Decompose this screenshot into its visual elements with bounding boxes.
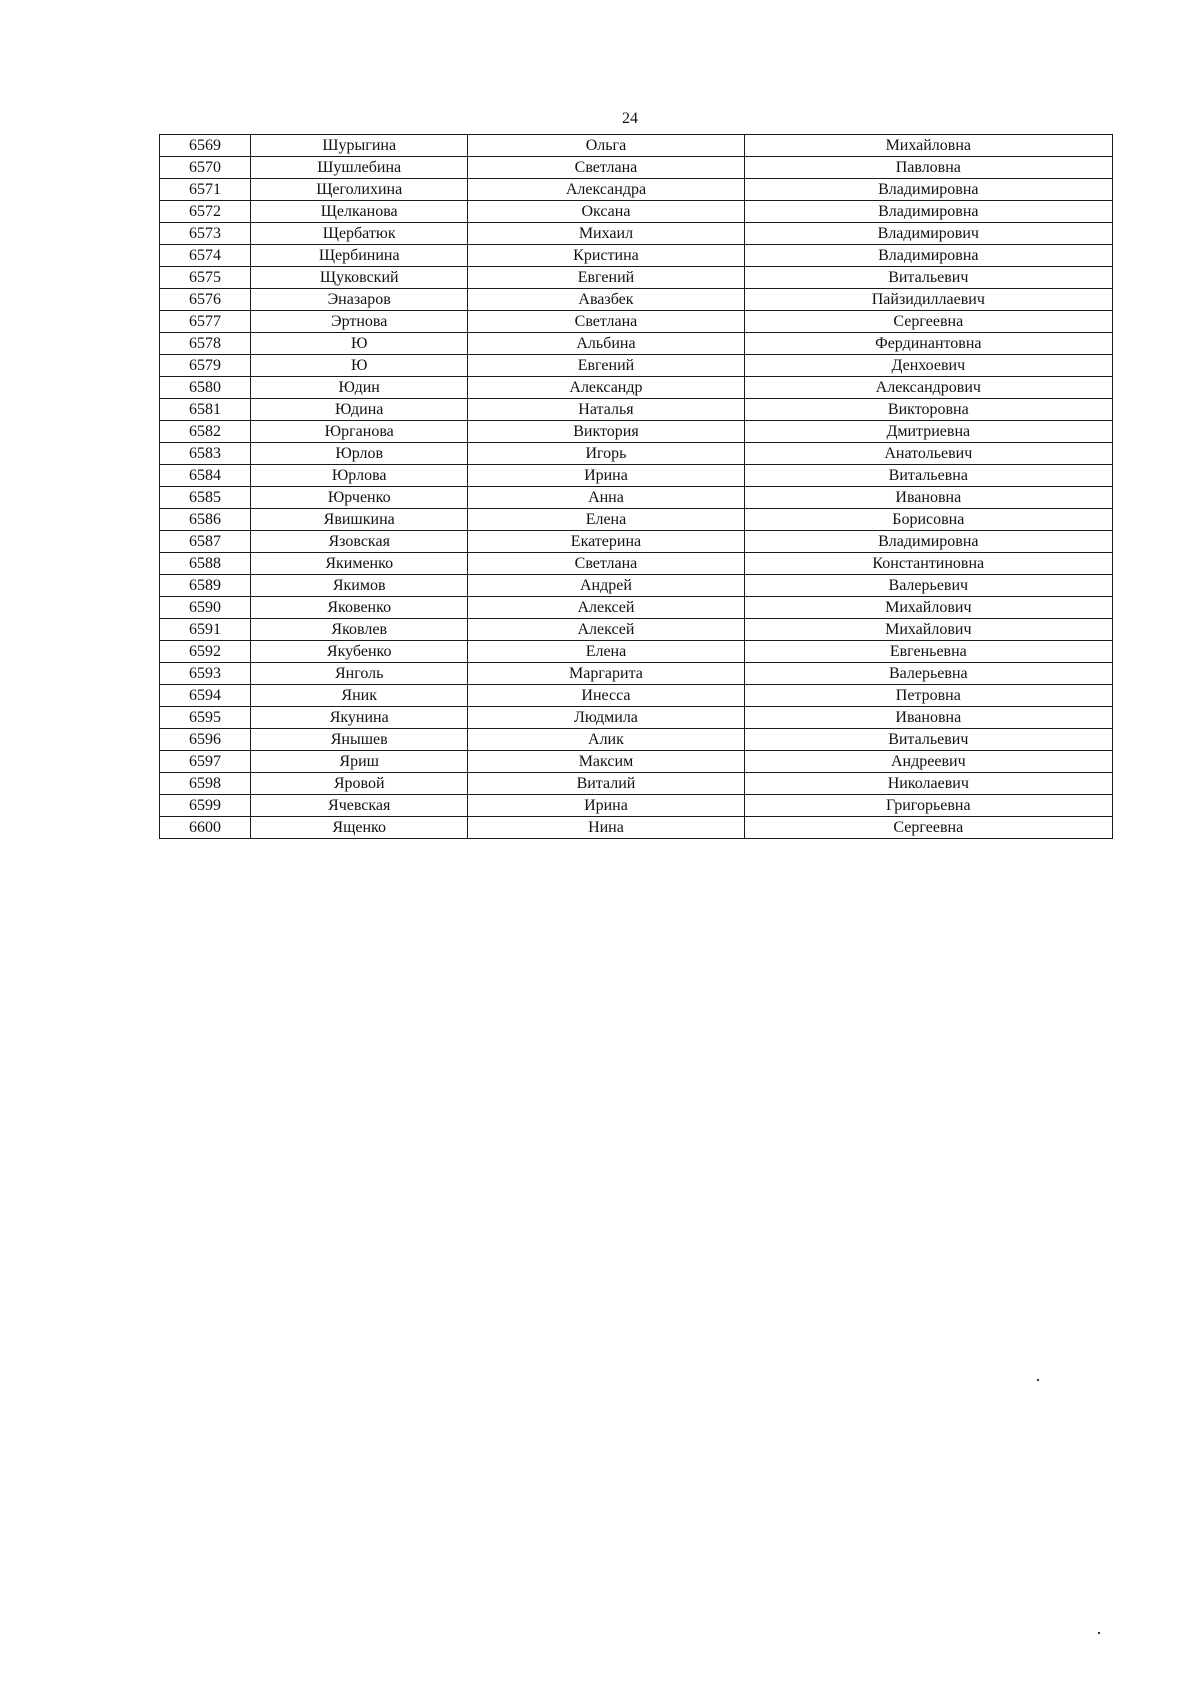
- cell-number: 6574: [160, 245, 251, 267]
- cell-surname: Якименко: [251, 553, 468, 575]
- cell-patronymic: Михайлович: [744, 619, 1112, 641]
- cell-first-name: Нина: [468, 817, 744, 839]
- table-row: [160, 223, 1113, 245]
- table-row: [160, 179, 1113, 201]
- table-row: [160, 201, 1113, 223]
- table-row: [160, 509, 1113, 531]
- cell-patronymic: Андреевич: [744, 751, 1112, 773]
- cell-number: 6572: [160, 201, 251, 223]
- table-row: [160, 377, 1113, 399]
- cell-number: 6584: [160, 465, 251, 487]
- table-row: [160, 795, 1113, 817]
- cell-patronymic: Владимирович: [744, 223, 1112, 245]
- table-row: [160, 487, 1113, 509]
- cell-patronymic: Ивановна: [744, 707, 1112, 729]
- cell-surname: Шурыгина: [251, 135, 468, 157]
- cell-first-name: Елена: [468, 509, 744, 531]
- table-row: [160, 399, 1113, 421]
- cell-surname: Янголь: [251, 663, 468, 685]
- cell-patronymic: Анатольевич: [744, 443, 1112, 465]
- cell-first-name: Авазбек: [468, 289, 744, 311]
- cell-surname: Эртнова: [251, 311, 468, 333]
- cell-surname: Щелканова: [251, 201, 468, 223]
- cell-number: 6599: [160, 795, 251, 817]
- table-row: [160, 575, 1113, 597]
- cell-first-name: Инесса: [468, 685, 744, 707]
- cell-first-name: Анна: [468, 487, 744, 509]
- cell-number: 6594: [160, 685, 251, 707]
- cell-number: 6592: [160, 641, 251, 663]
- cell-patronymic: Константиновна: [744, 553, 1112, 575]
- cell-patronymic: Владимировна: [744, 245, 1112, 267]
- cell-patronymic: Владимировна: [744, 201, 1112, 223]
- table-row: [160, 707, 1113, 729]
- cell-surname: Ю: [251, 333, 468, 355]
- cell-first-name: Ирина: [468, 465, 744, 487]
- cell-patronymic: Валерьевна: [744, 663, 1112, 685]
- cell-surname: Ячевская: [251, 795, 468, 817]
- cell-surname: Юрлова: [251, 465, 468, 487]
- cell-first-name: Михаил: [468, 223, 744, 245]
- cell-number: 6579: [160, 355, 251, 377]
- table-row: [160, 289, 1113, 311]
- table-row: [160, 443, 1113, 465]
- cell-first-name: Андрей: [468, 575, 744, 597]
- cell-number: 6595: [160, 707, 251, 729]
- cell-surname: Якунина: [251, 707, 468, 729]
- cell-surname: Яровой: [251, 773, 468, 795]
- cell-number: 6597: [160, 751, 251, 773]
- cell-surname: Якубенко: [251, 641, 468, 663]
- cell-number: 6590: [160, 597, 251, 619]
- cell-patronymic: Викторовна: [744, 399, 1112, 421]
- cell-patronymic: Николаевич: [744, 773, 1112, 795]
- cell-first-name: Александр: [468, 377, 744, 399]
- cell-number: 6577: [160, 311, 251, 333]
- table-row: [160, 553, 1113, 575]
- cell-patronymic: Владимировна: [744, 179, 1112, 201]
- cell-surname: Щуковский: [251, 267, 468, 289]
- cell-surname: Эназаров: [251, 289, 468, 311]
- cell-surname: Яриш: [251, 751, 468, 773]
- cell-number: 6587: [160, 531, 251, 553]
- cell-number: 6569: [160, 135, 251, 157]
- cell-patronymic: Борисовна: [744, 509, 1112, 531]
- cell-number: 6589: [160, 575, 251, 597]
- cell-number: 6575: [160, 267, 251, 289]
- cell-number: 6585: [160, 487, 251, 509]
- scan-speck: [1098, 1632, 1100, 1634]
- table-row: [160, 355, 1113, 377]
- cell-first-name: Александра: [468, 179, 744, 201]
- cell-number: 6598: [160, 773, 251, 795]
- cell-number: 6583: [160, 443, 251, 465]
- cell-patronymic: Валерьевич: [744, 575, 1112, 597]
- cell-surname: Яковенко: [251, 597, 468, 619]
- cell-number: 6580: [160, 377, 251, 399]
- cell-number: 6581: [160, 399, 251, 421]
- cell-surname: Юрганова: [251, 421, 468, 443]
- names-table: [159, 134, 1113, 839]
- cell-number: 6573: [160, 223, 251, 245]
- cell-patronymic: Дмитриевна: [744, 421, 1112, 443]
- table-row: [160, 685, 1113, 707]
- table-row: [160, 641, 1113, 663]
- cell-patronymic: Витальевич: [744, 267, 1112, 289]
- table-row: [160, 465, 1113, 487]
- table-row: [160, 531, 1113, 553]
- cell-surname: Яник: [251, 685, 468, 707]
- cell-patronymic: Евгеньевна: [744, 641, 1112, 663]
- cell-patronymic: Григорьевна: [744, 795, 1112, 817]
- table-row: [160, 157, 1113, 179]
- table-row: [160, 729, 1113, 751]
- table-row: [160, 333, 1113, 355]
- cell-first-name: Наталья: [468, 399, 744, 421]
- cell-surname: Язовская: [251, 531, 468, 553]
- scan-speck: [1037, 1379, 1039, 1381]
- cell-patronymic: Михайловна: [744, 135, 1112, 157]
- cell-first-name: Кристина: [468, 245, 744, 267]
- cell-patronymic: Владимировна: [744, 531, 1112, 553]
- cell-surname: Явишкина: [251, 509, 468, 531]
- cell-first-name: Оксана: [468, 201, 744, 223]
- cell-first-name: Евгений: [468, 355, 744, 377]
- cell-first-name: Алик: [468, 729, 744, 751]
- table-row: [160, 421, 1113, 443]
- cell-patronymic: Пайзидиллаевич: [744, 289, 1112, 311]
- cell-patronymic: Павловна: [744, 157, 1112, 179]
- table-row: [160, 817, 1113, 839]
- cell-surname: Щербатюк: [251, 223, 468, 245]
- cell-patronymic: Петровна: [744, 685, 1112, 707]
- cell-patronymic: Сергеевна: [744, 311, 1112, 333]
- table-row: [160, 751, 1113, 773]
- cell-patronymic: Ивановна: [744, 487, 1112, 509]
- cell-first-name: Елена: [468, 641, 744, 663]
- table-row: [160, 619, 1113, 641]
- table-row: [160, 663, 1113, 685]
- cell-number: 6586: [160, 509, 251, 531]
- cell-surname: Юрлов: [251, 443, 468, 465]
- cell-first-name: Людмила: [468, 707, 744, 729]
- table-body: [160, 135, 1113, 839]
- cell-first-name: Виталий: [468, 773, 744, 795]
- cell-number: 6582: [160, 421, 251, 443]
- cell-number: 6570: [160, 157, 251, 179]
- cell-surname: Щербинина: [251, 245, 468, 267]
- cell-first-name: Ольга: [468, 135, 744, 157]
- cell-surname: Ю: [251, 355, 468, 377]
- cell-first-name: Виктория: [468, 421, 744, 443]
- cell-first-name: Альбина: [468, 333, 744, 355]
- table-row: [160, 267, 1113, 289]
- cell-first-name: Ирина: [468, 795, 744, 817]
- cell-first-name: Алексей: [468, 619, 744, 641]
- cell-patronymic: Витальевна: [744, 465, 1112, 487]
- table-row: [160, 597, 1113, 619]
- cell-surname: Ященко: [251, 817, 468, 839]
- cell-patronymic: Денхоевич: [744, 355, 1112, 377]
- cell-number: 6578: [160, 333, 251, 355]
- cell-first-name: Екатерина: [468, 531, 744, 553]
- cell-number: 6576: [160, 289, 251, 311]
- cell-first-name: Светлана: [468, 311, 744, 333]
- cell-first-name: Максим: [468, 751, 744, 773]
- cell-first-name: Алексей: [468, 597, 744, 619]
- table-row: [160, 311, 1113, 333]
- table-row: [160, 773, 1113, 795]
- cell-number: 6600: [160, 817, 251, 839]
- cell-patronymic: Витальевич: [744, 729, 1112, 751]
- cell-surname: Юдин: [251, 377, 468, 399]
- cell-first-name: Евгений: [468, 267, 744, 289]
- cell-surname: Юдина: [251, 399, 468, 421]
- cell-patronymic: Михайлович: [744, 597, 1112, 619]
- cell-number: 6596: [160, 729, 251, 751]
- cell-patronymic: Сергеевна: [744, 817, 1112, 839]
- cell-number: 6591: [160, 619, 251, 641]
- cell-patronymic: Александрович: [744, 377, 1112, 399]
- page-number: 24: [622, 110, 638, 127]
- cell-first-name: Светлана: [468, 553, 744, 575]
- cell-surname: Щеголихина: [251, 179, 468, 201]
- table-row: [160, 135, 1113, 157]
- cell-surname: Юрченко: [251, 487, 468, 509]
- cell-surname: Янышев: [251, 729, 468, 751]
- cell-surname: Шушлебина: [251, 157, 468, 179]
- cell-number: 6588: [160, 553, 251, 575]
- cell-number: 6593: [160, 663, 251, 685]
- table-row: [160, 245, 1113, 267]
- cell-surname: Якимов: [251, 575, 468, 597]
- cell-patronymic: Фердинантовна: [744, 333, 1112, 355]
- cell-number: 6571: [160, 179, 251, 201]
- cell-first-name: Светлана: [468, 157, 744, 179]
- cell-first-name: Игорь: [468, 443, 744, 465]
- cell-first-name: Маргарита: [468, 663, 744, 685]
- cell-surname: Яковлев: [251, 619, 468, 641]
